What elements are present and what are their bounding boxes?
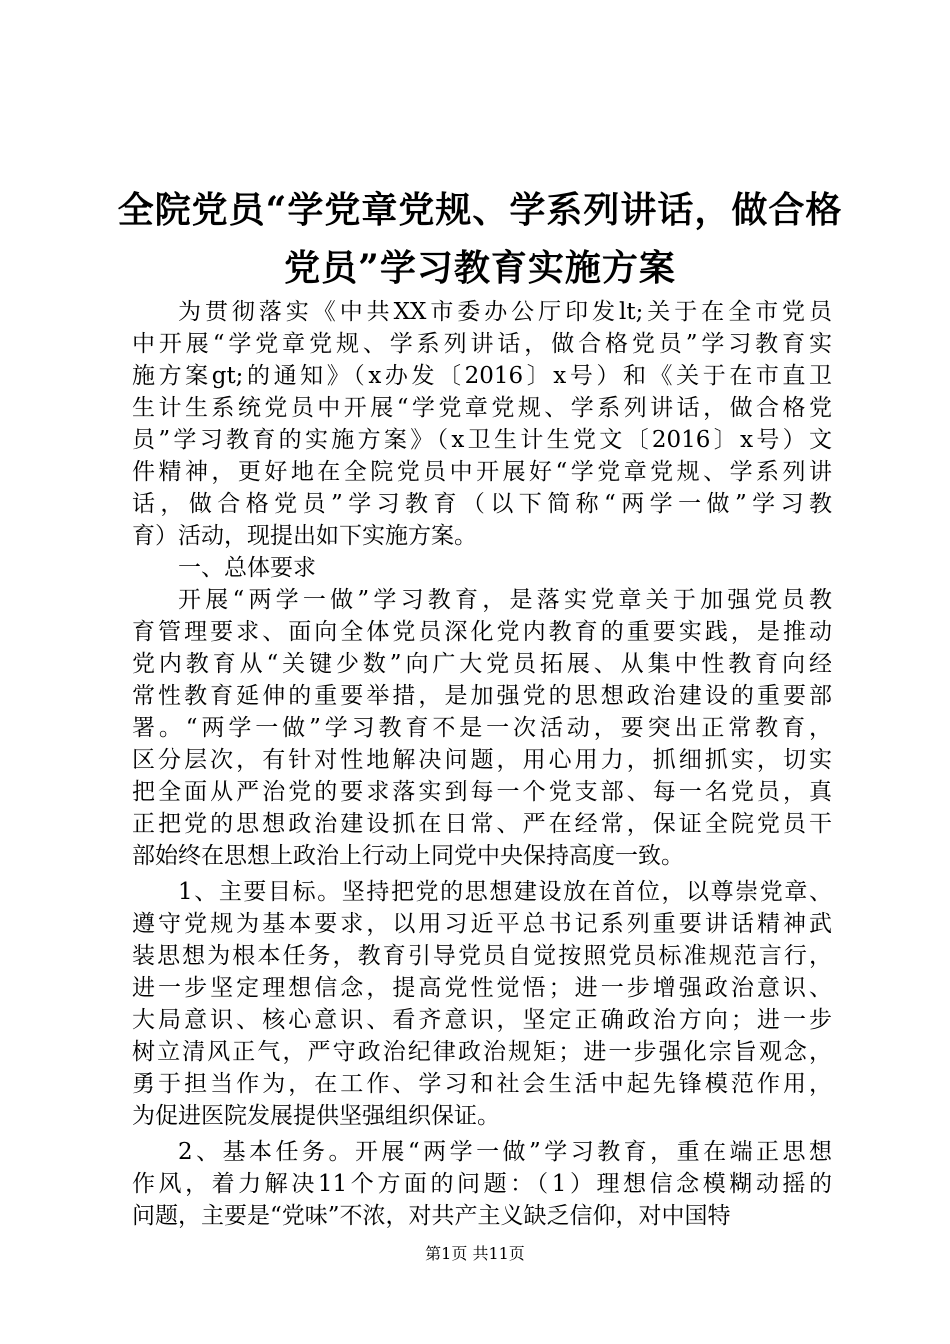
paragraph-line: 育管理要求、面向全体党员深化党内教育的重要实践，是推动 [132,619,832,645]
paragraph-line: 遵守党规为基本要求，以用习近平总书记系列重要讲话精神武 [132,911,832,937]
paragraph-line: 育）活动，现提出如下实施方案。 [132,523,477,549]
paragraph-line: 常性教育延伸的重要举措，是加强党的思想政治建设的重要部 [132,683,832,709]
paragraph-line: 问题，主要是“党味”不浓，对共产主义缺乏信仰，对中国特 [132,1203,731,1229]
paragraph-line: 勇于担当作为，在工作、学习和社会生活中起先锋模范作用， [132,1071,832,1097]
paragraph [132,552,832,584]
document-body [132,296,832,1232]
paragraph-line: 把全面从严治党的要求落实到每一个党支部、每一名党员，真 [132,779,832,805]
paragraph-line: 施方案gt;的通知》（x办发〔2016〕x号）和《关于在市直卫 [132,363,832,389]
paragraph-line: 2、基本任务。开展“两学一做”学习教育，重在端正思想 [178,1139,832,1165]
document-title-line-1: 全院党员“学党章党规、学系列讲话，做合格 [117,189,843,231]
paragraph-line: 中开展“学党章党规、学系列讲话，做合格党员”学习教育实 [132,331,832,357]
paragraph-line: 一、总体要求 [178,555,316,581]
paragraph [132,296,832,552]
paragraph-line: 为促进医院发展提供坚强组织保证。 [132,1103,500,1129]
page-indicator: 第1页 共11页 [425,1244,525,1263]
paragraph-line: 件精神，更好地在全院党员中开展好“学党章党规、学系列讲 [132,459,832,485]
paragraph-line: 话，做合格党员”学习教育（以下简称“两学一做”学习教 [132,491,832,517]
paragraph-line: 党内教育从“关键少数”向广大党员拓展、从集中性教育向经 [132,651,832,677]
paragraph [132,1136,832,1232]
paragraph-line: 为贯彻落实《中共XX市委办公厅印发lt;关于在全市党员 [178,299,832,325]
paragraph-line: 区分层次，有针对性地解决问题，用心用力，抓细抓实，切实 [132,747,832,773]
paragraph-line: 装思想为根本任务，教育引导党员自觉按照党员标准规范言行， [132,943,832,969]
paragraph-line: 署。“两学一做”学习教育不是一次活动，要突出正常教育， [132,715,832,741]
document-title-line-2: 党员”学习教育实施方案 [284,247,676,289]
paragraph-line: 生计生系统党员中开展“学党章党规、学系列讲话，做合格党 [132,395,832,421]
paragraph [132,584,832,872]
paragraph-line: 部始终在思想上政治上行动上同党中央保持高度一致。 [132,843,684,869]
paragraph-line: 正把党的思想政治建设抓在日常、严在经常，保证全院党员干 [132,811,832,837]
paragraph-line: 1、主要目标。坚持把党的思想建设放在首位，以尊崇党章、 [178,879,832,905]
paragraph-line: 员”学习教育的实施方案》（x卫生计生党文〔2016〕x号）文 [132,427,832,453]
paragraph [132,876,832,1132]
paragraph-line: 大局意识、核心意识、看齐意识，坚定正确政治方向；进一步 [132,1007,832,1033]
paragraph-line: 进一步坚定理想信念，提高党性觉悟；进一步增强政治意识、 [132,975,832,1001]
paragraph-line: 开展“两学一做”学习教育，是落实党章关于加强党员教 [178,587,832,613]
paragraph-line: 树立清风正气，严守政治纪律政治规矩；进一步强化宗旨观念， [132,1039,832,1065]
paragraph-line: 作风，着力解决11个方面的问题：（1）理想信念模糊动摇的 [132,1171,832,1197]
